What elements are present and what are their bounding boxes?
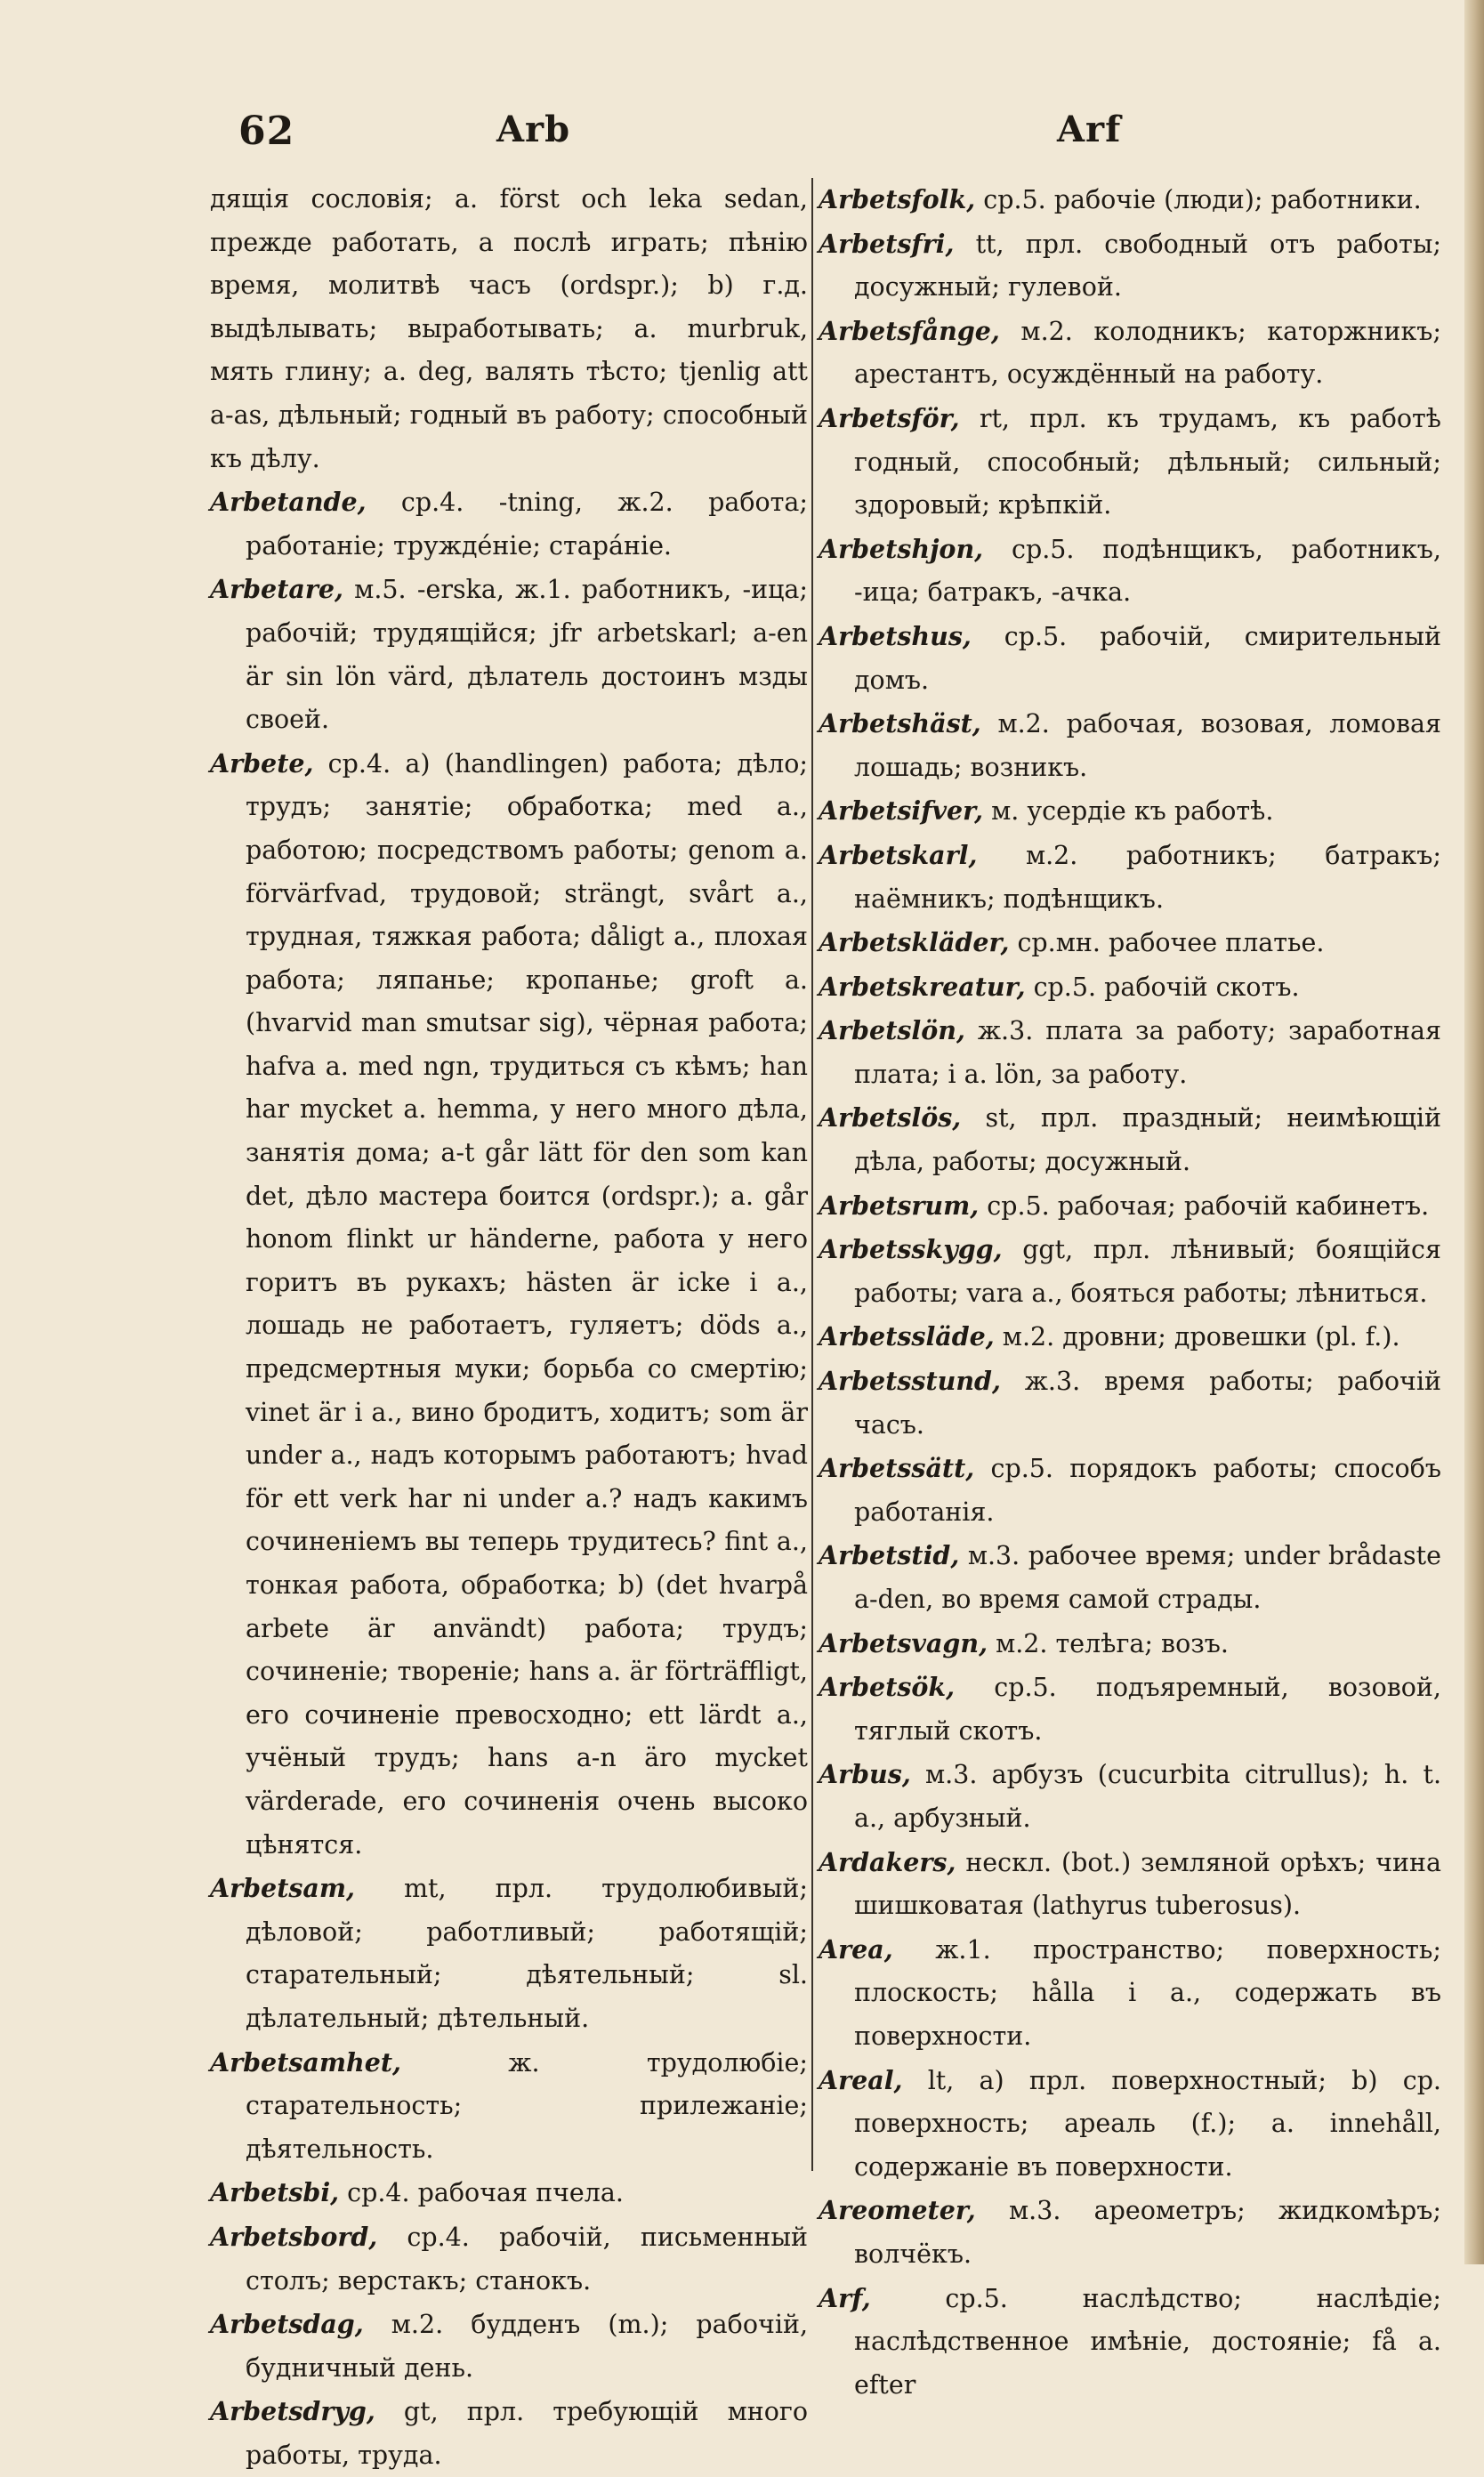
entry-definition: ср.4. a) (handlingen) работа; дѣло; трудъ; занятіе; обработка; med a., работою; посредствомъ работы; genom a. förvärfvad, трудовой; strängt, svårt a., трудная, тяжкая работа; dåligt a., плохая работа; ляпанье; кропанье; groft a. (hvarvid man smutsar sig), чёрная работа; hafva a. med ngn, трудиться съ кѣмъ; han har mycket a. hemma, у него много дѣла, занятія дома; a-t går lätt för den som kan det, дѣло мастера боится (ordspr.); a. går honom flinkt ur händerne, работа у него горитъ въ рукахъ; hästen är icke i a., лошадь не работаетъ, гуляетъ; döds a., предсмертныя муки; борьба со смертію; vinet är i a., вино бродитъ, ходитъ; som är under a., надъ которымъ работаютъ; hvad för ett verk har ni under a.? надъ какимъ сочиненіемъ вы теперь трудитесь? fint a., тонкая работа, обработка; b) (det hvarpå arbete är användt) работа; трудъ; сочиненіе; твореніе; hans a. är förträffligt, его сочиненіе превосходно; ett lärdt a., учёный трудъ; hans a-n äro mycket värderade, его сочиненія очень высоко цѣнятся. [246,748,808,1860]
entry-definition: м.5. -erska, ж.1. работникъ, -ица; рабочій; трудящійся; jfr arbetskarl; a-en är sin lön värd, дѣлатель достоинъ мзды своей. [246,575,808,735]
entry-headword: Arbetstid, [819,1540,960,1571]
dictionary-entry [819,2189,1441,2276]
entry-definition: дящія сословія; a. först och leka sedan, прежде работать, а послѣ играть; пѣнію время, молитвѣ часъ (ordspr.); b) г.д. выдѣлывать; выработывать; a. murbruk, мять глину; a. deg, валять тѣсто; tjenlig att a-as, дѣльный; годный въ работу; способный къ дѣлу. [210,184,808,473]
dictionary-entry [819,1096,1441,1183]
entry-definition: м.3. рабочее время; under brådaste a-den, во время самой страды. [854,1541,1441,1614]
dictionary-entry [819,310,1441,397]
entry-headword: Arbetsdryg, [210,2396,375,2427]
entry-definition: ср.5. рабочая; рабочій кабинетъ. [987,1190,1430,1221]
entry-headword: Arbetshus, [819,620,972,651]
entry-definition: tt, прл. свободный отъ работы; досужный; гулевой. [854,229,1441,303]
entry-definition: ж.1. пространство; поверхность; плоскость; hålla i a., содержать въ поверхности. [854,1934,1441,2051]
dictionary-entry [819,1315,1441,1360]
entry-definition: м.2. рабочая, возовая, ломовая лошадь; возникъ. [854,709,1441,782]
entry-headword: Arbetsfolk, [819,184,976,214]
entry-definition: ж.3. плата за работу; заработная плата; i a. lön, за работу. [854,1016,1441,1089]
entry-definition: м.2. работникъ; батракъ; наёмникъ; подѣнщикъ. [854,840,1441,914]
entry-headword: Arbetsfri, [819,228,955,259]
dictionary-entry [819,1447,1441,1534]
dictionary-entry [819,178,1441,222]
dictionary-entry [819,1534,1441,1621]
entry-headword: Arbetslös, [819,1102,962,1134]
dictionary-entry [819,1753,1441,1840]
dictionary-entry [819,965,1441,1010]
entry-definition: gt, прл. требующій много работы, труда. [246,2397,808,2470]
entry-definition: ж. трудолюбіе; старательность; прилежаніе; дѣятельность. [246,2047,809,2164]
entry-definition: ср.мн. рабочее платье. [1017,928,1325,958]
dictionary-entry [819,222,1441,310]
entry-definition: м.3. арбузъ (cucurbita citrullus); h. t. a., арбузный. [854,1760,1442,1833]
dictionary-entry [819,1009,1441,1096]
dictionary-entry [819,1360,1441,1447]
entry-definition: ср.4. рабочій, письменный столъ; верстакъ; станокъ. [246,2222,808,2295]
entry-definition: ср.5. подѣнщикъ, работникъ, -ица; батракъ, -ачка. [854,534,1441,608]
guide-word-left: Arb [496,109,571,150]
entry-definition: ср.5. рабочіе (люди); работники. [983,185,1422,214]
entry-headword: Arbetsfånge, [819,315,1000,346]
entry-headword: Arbetsam, [210,1873,355,1904]
entry-headword: Arbetshäst, [819,708,981,739]
dictionary-entry [210,568,808,741]
left-column [210,178,809,2470]
entry-definition: ggt, прл. лѣнивый; боящійся работы; vara a., бояться работы; лѣниться. [854,1235,1441,1308]
dictionary-entry [210,2303,808,2390]
entry-headword: Arbete, [210,747,314,779]
entry-headword: Areal, [819,2064,903,2095]
dictionary-entry [819,789,1441,834]
dictionary-entry [819,1184,1441,1229]
entry-definition: м.3. ареометръ; жидкомѣръ; волчёкъ. [854,2196,1441,2269]
entry-definition: м.2. дровни; дровешки (pl. f.). [1002,1322,1400,1352]
dictionary-entry [819,397,1441,528]
entry-headword: Arf, [819,2282,871,2313]
entry-definition: нескл. (bot.) земляной орѣхъ; чина шишковатая (lathyrus tuberosus). [854,1847,1441,1921]
entry-definition: ср.4. -tning, ж.2. работа; работаніе; труждéніе; старáніе. [246,488,808,561]
dictionary-entry [210,1867,808,2040]
dictionary-entry [819,1928,1441,2059]
dictionary-entry [819,528,1441,615]
entry-definition: ж.3. время работы; рабочій часъ. [854,1367,1442,1440]
entry-definition: ср.4. рабочая пчела. [347,2178,624,2208]
entry-headword: Arbetsdag, [210,2309,364,2340]
entry-headword: Arbetare, [210,574,343,605]
entry-headword: Area, [819,1933,893,1965]
entry-definition: м.2. колодникъ; каторжникъ; арестантъ, осуждённый на работу. [854,316,1442,390]
entry-headword: Arbetskläder, [819,927,1010,958]
dictionary-entry [819,921,1441,965]
dictionary-entry [819,1666,1441,1753]
entry-definition: ср.5. рабочій скотъ. [1033,972,1300,1002]
entry-headword: Areometer, [819,2195,976,2226]
entry-definition: mt, прл. трудолюбивый; дѣловой; работливый; работящій; старательный; дѣятельный; sl. дѣлательный; дѣтельный. [246,1874,808,2033]
dictionary-entry [819,2277,1441,2408]
entry-definition: ср.5. рабочій, смирительный домъ. [854,621,1442,695]
entry-headword: Arbetsrum, [819,1190,980,1221]
entry-headword: Arbetskreatur, [819,971,1026,1002]
entry-definition: ср.5. подъяремный, возовой, тяглый скотъ. [854,1673,1441,1746]
dictionary-entry [210,2041,808,2172]
entry-definition: ср.5. наслѣдство; наслѣдіе; наслѣдственное имѣніе, достояніе; få a. efter [854,2283,1441,2400]
entry-definition: м.2. телѣга; возъ. [996,1628,1229,1658]
entry-headword: Arbetsifver, [819,795,984,827]
entry-headword: Ardakers, [819,1846,956,1877]
entry-definition: м.2. будденъ (m.); рабочій, будничный день. [246,2310,808,2383]
dictionary-entry [210,2390,808,2477]
entry-definition: ср.5. порядокъ работы; способъ работанія. [854,1454,1442,1527]
entry-headword: Arbetsvagn, [819,1627,988,1658]
entry-headword: Arbetshjon, [819,533,984,564]
running-header [238,109,1413,162]
dictionary-entry [819,1622,1441,1666]
page-number: 62 [238,109,295,154]
right-column [819,178,1442,2400]
entry-headword: Arbetskarl, [819,839,978,870]
dictionary-entry [210,742,808,1867]
dictionary-entry [210,2215,808,2303]
column-divider [811,178,813,2171]
entry-definition: st, прл. праздный; неимѣющій дѣла, работы; досужный. [854,1103,1442,1177]
entry-headword: Arbetsök, [819,1672,956,1703]
entry-headword: Arbetsför, [819,402,960,433]
entry-headword: Arbetssläde, [819,1321,995,1352]
dictionary-entry [210,480,808,568]
entry-headword: Arbetsbord, [210,2221,378,2252]
entry-headword: Arbetsamhet, [210,2046,401,2078]
entry-headword: Arbetslön, [819,1015,965,1046]
entry-headword: Arbetssätt, [819,1453,975,1484]
entry-headword: Arbetande, [210,487,367,518]
entry-headword: Arbus, [819,1759,911,1790]
entry-definition: м. усердіе къ работѣ. [991,796,1274,827]
dictionary-entry [210,178,808,480]
page-edge [1464,0,1484,2264]
entry-headword: Arbetsstund, [819,1366,1001,1397]
dictionary-entry [819,702,1441,789]
entry-headword: Arbetsskygg, [819,1234,1003,1265]
entry-definition: rt, прл. къ трудамъ, къ работѣ годный, способный; дѣльный; сильный; здоровый; крѣпкій. [854,403,1441,520]
entry-headword: Arbetsbi, [210,2177,340,2208]
guide-word-right: Arf [1057,109,1122,150]
dictionary-entry [819,615,1441,702]
dictionary-entry [819,1841,1441,1928]
entry-definition: lt, a) прл. поверхностный; b) ср. поверхность; ареаль (f.); a. innehåll, содержаніе въ поверхности. [854,2065,1441,2182]
dictionary-entry [819,1228,1441,1315]
dictionary-entry [819,834,1441,921]
dictionary-entry [819,2059,1441,2190]
dictionary-entry [210,2171,808,2215]
